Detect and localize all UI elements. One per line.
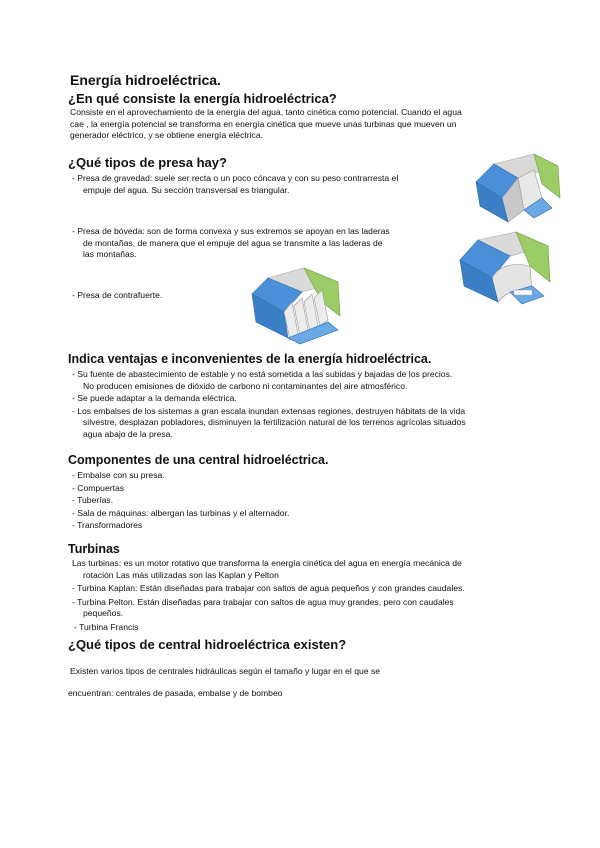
- paragraph-what-is: [70, 107, 530, 142]
- list-item: - Transformadores: [72, 520, 143, 531]
- paragraph-line: encuentran: centrales de pasada, embalse y de bombeo: [68, 688, 283, 698]
- gravity-dam-illustration: [472, 152, 564, 226]
- pros-cons-list: [72, 369, 542, 441]
- heading-what-is: ¿En qué consiste la energía hidroeléctrica?: [68, 91, 337, 106]
- list-item: - Tuberías.: [72, 495, 114, 506]
- list-item-line: silvestre, desplazan pobladores, disminuyen la fertilización natural de los terrenos agrícolas situados: [83, 417, 466, 428]
- list-item-line: - Los embalses de los sistemas a gran escala inundan extensas regiones, destruyen hábitats de la vida: [72, 405, 466, 416]
- list-item-line: pequeños.: [83, 608, 124, 619]
- list-item-line: - Su fuente de abastecimiento de estable y no está sometida a las subidas y bajadas de los precios.: [72, 369, 453, 379]
- heading-components: Componentes de una central hidroeléctrica.: [68, 453, 329, 467]
- list-item: - Turbina Francis: [74, 621, 139, 632]
- list-item: - Sala de máquinas: albergan las turbinas y el alternador.: [72, 507, 290, 518]
- item-presa-boveda: [72, 226, 442, 261]
- list-item-line: de montañas, de manera que el empuje del agua se transmite a las laderas de: [83, 237, 383, 248]
- arch-dam-illustration: [458, 230, 554, 310]
- paragraph-line: cae , la energía potencial se transforma en energía cinética que mueve unas turbinas que mueven un: [70, 118, 457, 129]
- list-item: - Turbina Kaplan: Están diseñadas para trabajar con saltos de agua pequeños y con grandes caudales.: [72, 583, 465, 594]
- list-item-line: No producen emisiones de dióxido de carbono ni contaminantes del aire atmosférico.: [83, 380, 408, 391]
- paragraph-line: generador eléctrico, y se obtiene energía eléctrica.: [70, 130, 263, 141]
- list-item-line: - Turbina Pelton. Están diseñadas para trabajar con saltos de agua muy grandes, pero con caudales: [72, 596, 454, 607]
- list-item-line: agua abajo de la presa.: [83, 428, 173, 439]
- paragraph-line: Las turbinas: es un motor rotativo que transforma la energía cinética del agua en energía mecánica de: [72, 558, 462, 568]
- paragraph-line: rotación Las más utilizadas son las Kaplan y Pelton: [83, 569, 279, 580]
- item-presa-gravedad: [72, 173, 442, 196]
- paragraph-line: Consiste en el aprovechamiento de la energía del agua, tanto cinética como potencial. Cuando el agua: [70, 107, 462, 117]
- heading-dam-types: ¿Qué tipos de presa hay?: [68, 155, 227, 170]
- components-list: [72, 469, 472, 532]
- heading-pros-cons: Indica ventajas e inconvenientes de la energía hidroeléctrica.: [68, 352, 432, 366]
- list-item-line: - Presa de gravedad: suele ser recta o un poco cóncava y con su peso contrarresta el: [72, 173, 399, 183]
- list-item-line: las montañas.: [83, 249, 137, 260]
- heading-turbines: Turbinas: [68, 542, 120, 556]
- item-presa-contrafuerte: [72, 290, 162, 302]
- buttress-dam-illustration: [248, 262, 348, 346]
- page-title: Energía hidroeléctrica.: [70, 72, 221, 88]
- turbines-list: [72, 558, 542, 634]
- list-item-line: - Presa de bóveda: son de forma convexa y sus extremos se apoyan en las laderas: [72, 226, 390, 236]
- list-item: - Embalse con su presa.: [72, 470, 165, 480]
- list-item: - Compuertas: [72, 482, 125, 493]
- paragraph-line: Existen varios tipos de centrales hidráulicas según el tamaño y lugar en el que se: [70, 666, 381, 676]
- list-item: - Se puede adaptar a la demanda eléctrica.: [72, 393, 237, 404]
- list-item-line: - Presa de contrafuerte.: [72, 290, 163, 300]
- heading-plant-types: ¿Qué tipos de central hidroeléctrica existen?: [68, 637, 347, 652]
- list-item-line: empuje del agua. Su sección transversal es triangular.: [83, 184, 290, 195]
